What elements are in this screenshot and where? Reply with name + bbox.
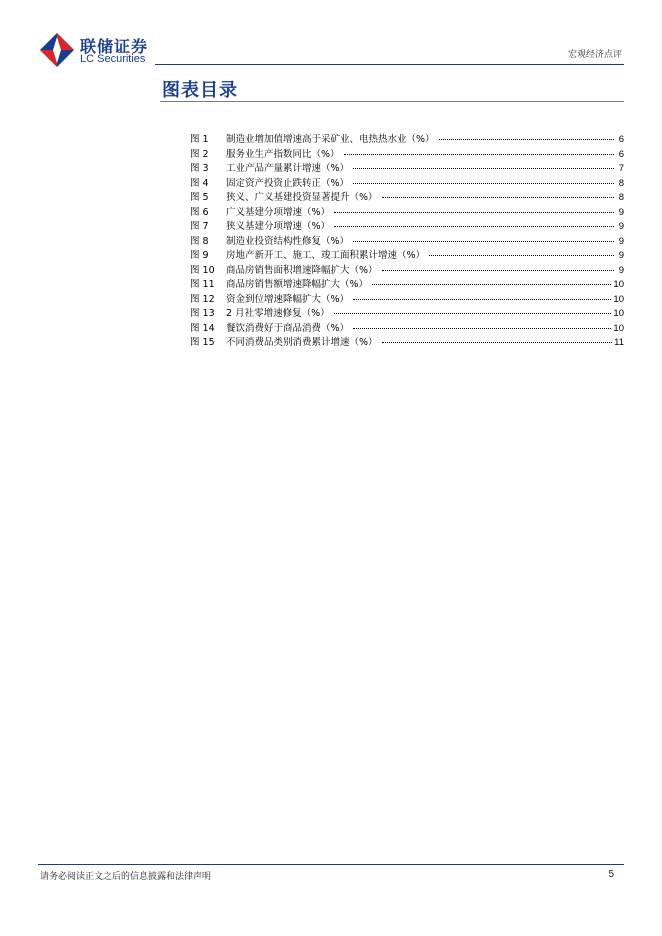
toc-figure-title: 狭义基建分项增速（%） [226, 221, 331, 232]
toc-figure-title: 商品房销售面积增速降幅扩大（%） [226, 264, 378, 276]
toc-figure-title: 资金到位增速降幅扩大（%） [226, 293, 350, 305]
toc-page-number: 10 [613, 322, 624, 334]
logo-chinese-name: 联储证券 [80, 37, 149, 56]
toc-leader-dots [353, 168, 614, 169]
toc-figure-number: 图 4 [190, 177, 209, 189]
footer-divider [38, 864, 624, 865]
toc-page-number: 9 [618, 221, 624, 232]
toc-figure-number: 图 11 [190, 279, 215, 290]
toc-figure-title: 不同消费品类别消费累计增速（%） [226, 337, 378, 348]
toc-page-number: 7 [618, 163, 624, 174]
toc-entry[interactable] [190, 146, 624, 161]
toc-leader-dots [353, 241, 614, 242]
toc-page-number: 10 [613, 279, 624, 290]
title-divider [160, 101, 624, 102]
toc-entry[interactable] [190, 320, 624, 335]
toc-entry[interactable] [190, 262, 624, 277]
toc-leader-dots [382, 342, 613, 343]
toc-page-number: 9 [618, 206, 624, 218]
toc-figure-title: 制造业投资结构性修复（%） [226, 235, 350, 247]
toc-entry[interactable] [190, 189, 624, 204]
toc-figure-title: 制造业增加值增速高于采矿业、电热热水业（%） [226, 134, 435, 145]
toc-figure-number: 图 6 [190, 206, 209, 218]
toc-leader-dots [372, 284, 611, 285]
toc-entry[interactable] [190, 291, 624, 306]
toc-entry[interactable] [190, 131, 624, 146]
toc-figure-number: 图 12 [190, 293, 215, 305]
toc-entry[interactable] [190, 247, 624, 262]
toc-entry[interactable] [190, 160, 624, 175]
toc-page-number: 6 [618, 148, 624, 160]
toc-figure-number: 图 13 [190, 308, 215, 319]
toc-leader-dots [344, 154, 614, 155]
toc-page-number: 6 [618, 134, 624, 145]
company-logo [40, 33, 158, 67]
toc-leader-dots [382, 197, 614, 198]
toc-figure-number: 图 8 [190, 235, 209, 247]
toc-figure-number: 图 9 [190, 250, 209, 261]
header-divider [155, 64, 624, 65]
lc-logo-icon [40, 33, 74, 67]
page-number: 5 [608, 869, 614, 880]
toc-leader-dots [439, 139, 614, 140]
toc-entry[interactable] [190, 175, 624, 190]
toc-entry[interactable] [190, 305, 624, 320]
toc-leader-dots [353, 328, 611, 329]
toc-page-number: 10 [613, 293, 624, 305]
toc-figure-title: 狭义、广义基建投资显著提升（%） [226, 192, 378, 203]
toc-figure-title: 固定资产投资止跌转正（%） [226, 177, 350, 189]
toc-page-number: 11 [614, 337, 624, 348]
toc-figure-title: 2 月社零增速修复（%） [226, 308, 330, 319]
toc-figure-title: 服务业生产指数同比（%） [226, 148, 340, 160]
logo-english-name: LC Securities [80, 53, 146, 65]
toc-leader-dots [353, 299, 611, 300]
toc-entry[interactable] [190, 276, 624, 291]
toc-figure-number: 图 1 [190, 134, 209, 145]
footer-disclaimer: 请务必阅读正文之后的信息披露和法律声明 [40, 872, 212, 882]
toc-figure-title: 房地产新开工、施工、竣工面积累计增速（%） [226, 250, 426, 261]
toc-leader-dots [382, 270, 614, 271]
toc-entry[interactable] [190, 218, 624, 233]
toc-figure-number: 图 2 [190, 148, 209, 160]
page-title: 图表目录 [162, 80, 238, 101]
toc-figure-number: 图 5 [190, 192, 209, 203]
toc-page-number: 8 [618, 192, 624, 203]
toc-figure-title: 商品房销售额增速降幅扩大（%） [226, 279, 369, 290]
toc-figure-title: 工业产品产量累计增速（%） [226, 163, 350, 174]
toc-figure-number: 图 7 [190, 221, 209, 232]
toc-page-number: 9 [618, 264, 624, 276]
toc-page-number: 9 [618, 250, 624, 261]
toc-leader-dots [334, 313, 612, 314]
toc-leader-dots [334, 212, 614, 213]
toc-figure-title: 广义基建分项增速（%） [226, 206, 331, 218]
toc-figure-number: 图 14 [190, 322, 215, 334]
toc-figure-number: 图 15 [190, 337, 215, 348]
toc-leader-dots [334, 226, 614, 227]
figure-toc [190, 131, 624, 349]
toc-entry[interactable] [190, 204, 624, 219]
toc-figure-title: 餐饮消费好于商品消费（%） [226, 322, 350, 334]
toc-entry[interactable] [190, 233, 624, 248]
toc-figure-number: 图 3 [190, 163, 209, 174]
toc-entry[interactable] [190, 334, 624, 349]
report-type-label: 宏观经济点评 [567, 50, 622, 60]
toc-leader-dots [429, 255, 614, 256]
toc-page-number: 8 [618, 177, 624, 189]
toc-figure-number: 图 10 [190, 264, 215, 276]
toc-page-number: 9 [618, 235, 624, 247]
toc-page-number: 10 [613, 308, 624, 319]
toc-leader-dots [353, 183, 614, 184]
